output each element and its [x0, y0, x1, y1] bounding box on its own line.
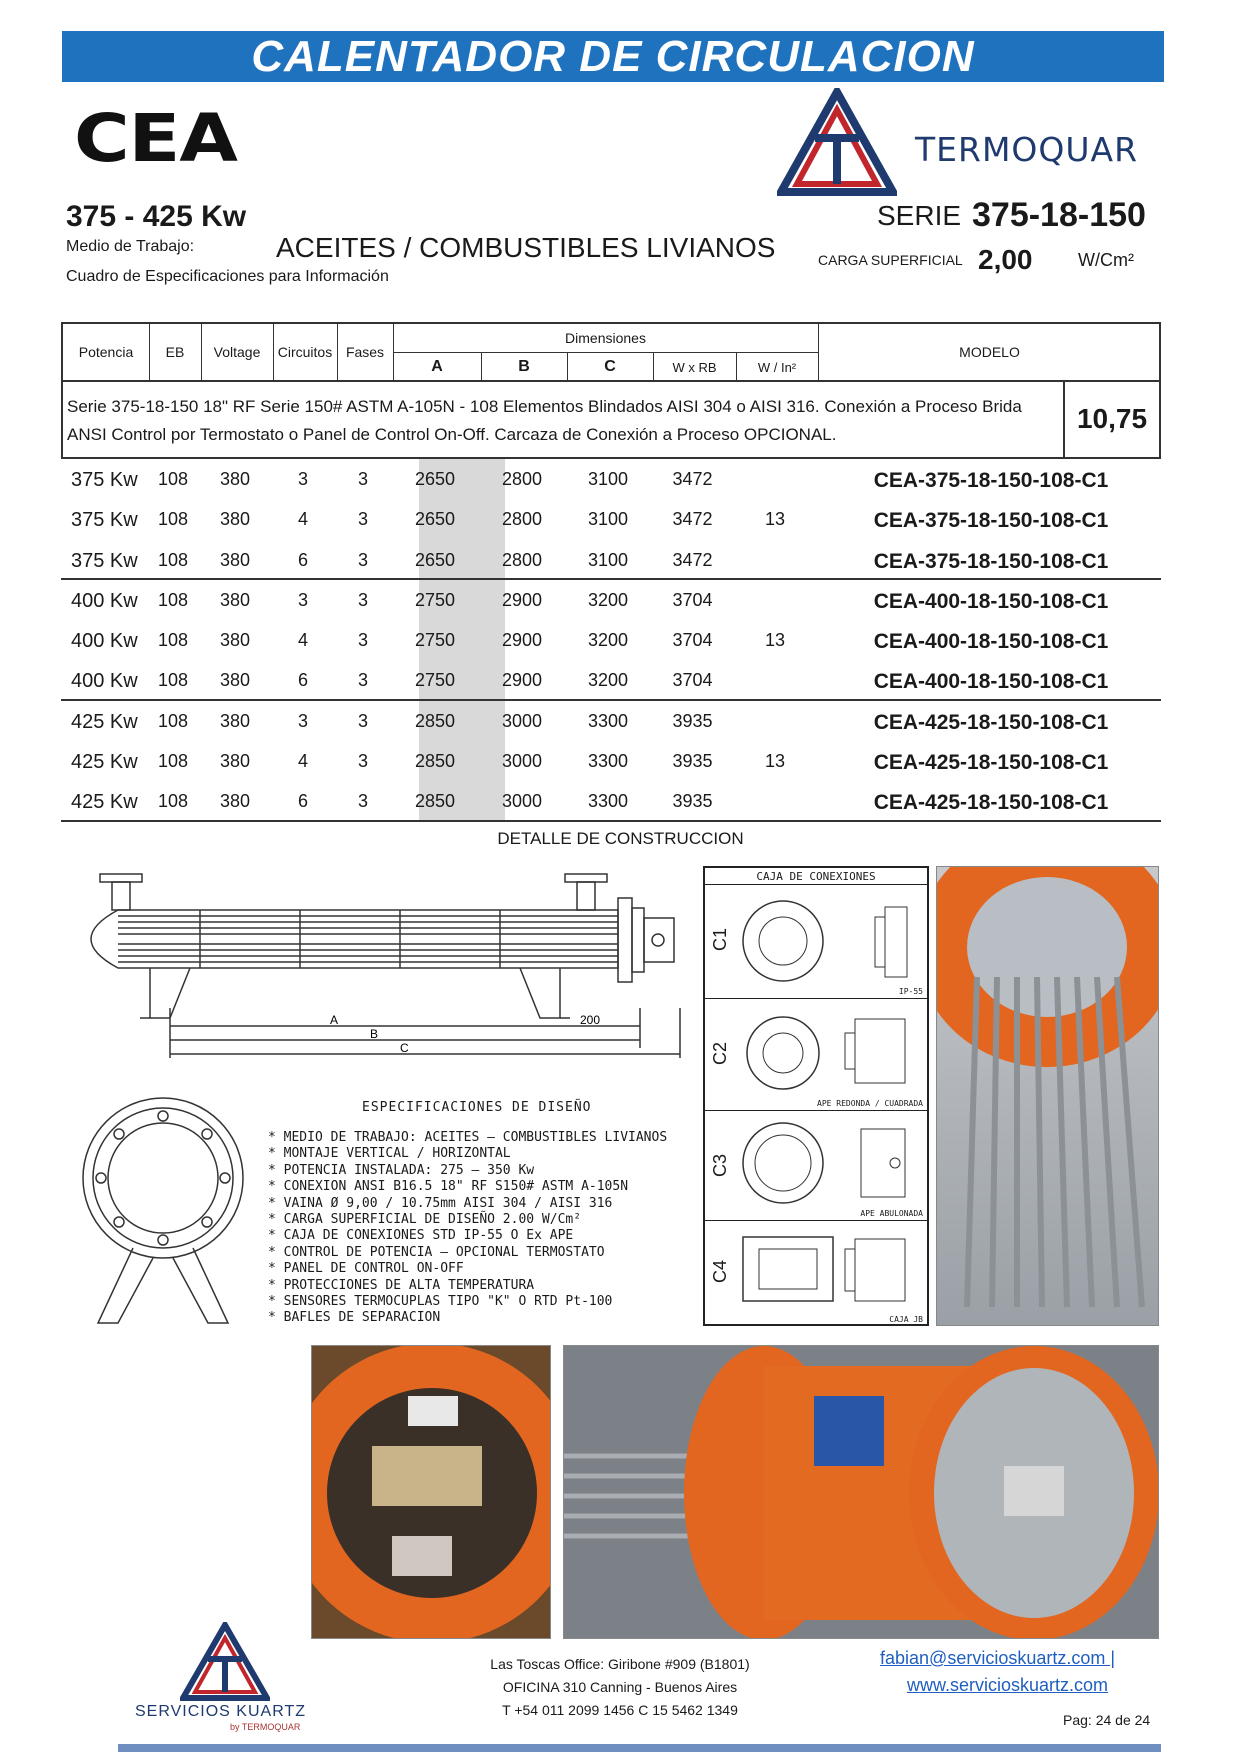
- logo-text: TERMOQUAR: [915, 130, 1139, 169]
- th-wxrb: W x RB: [672, 360, 717, 375]
- conn-cell-c2: [705, 998, 927, 1110]
- th-eb: EB: [165, 344, 185, 360]
- cell-circuitos: 3: [297, 469, 308, 489]
- spec-item: * CAJA DE CONEXIONES STD IP-55 O Ex APE: [268, 1228, 667, 1244]
- cell-wxrb: 3472: [672, 509, 713, 530]
- conn-label-c2: C2: [710, 1041, 731, 1066]
- table-row: [61, 620, 1161, 660]
- cell-fases: 3: [357, 469, 368, 489]
- th-voltage: Voltage: [213, 344, 261, 360]
- table-row: [61, 580, 1161, 620]
- cell-win2: 13: [764, 509, 786, 530]
- cell-dim-a: 2750: [414, 589, 456, 610]
- cell-dim-a: 2650: [414, 509, 456, 530]
- cell-potencia: 425 Kw: [71, 751, 138, 774]
- page-number: Pag: 24 de 24: [1063, 1712, 1151, 1728]
- dim-label-c: C: [400, 1041, 409, 1055]
- th-fases: Fases: [345, 344, 385, 360]
- cell-modelo: CEA-400-18-150-108-C1: [873, 589, 1109, 613]
- cell-eb: 108: [157, 670, 189, 691]
- th-modelo: MODELO: [959, 344, 1020, 360]
- terminal-box-image-icon: [312, 1346, 551, 1639]
- cell-circuitos: 4: [297, 751, 308, 772]
- conn-sub-c3: APE ABULONADA: [860, 1209, 923, 1218]
- dim-label-a: A: [330, 1013, 339, 1027]
- flange-front-drawing: [78, 1093, 248, 1333]
- website-link[interactable]: www.servicioskuartz.com: [907, 1675, 1109, 1695]
- cell-circuitos: 4: [297, 509, 308, 530]
- table-row: [61, 660, 1161, 700]
- cell-circuitos: 6: [297, 549, 308, 570]
- cuadro-text: Cuadro de Especificaciones para Información: [66, 268, 389, 285]
- cell-eb: 108: [157, 509, 189, 530]
- c2-box-icon: [735, 1009, 925, 1099]
- cell-dim-c: 3200: [587, 670, 629, 691]
- th-dimensiones: Dimensiones: [565, 330, 646, 346]
- spec-item: * CARGA SUPERFICIAL DE DISEÑO 2.00 W/Cm²: [268, 1212, 667, 1228]
- email-link[interactable]: fabian@servicioskuartz.com |: [880, 1648, 1116, 1668]
- cell-modelo: CEA-425-18-150-108-C1: [873, 791, 1109, 815]
- cell-potencia: 425 Kw: [71, 710, 138, 733]
- conn-sub-c2: APE REDONDA / CUADRADA: [817, 1099, 923, 1108]
- cell-eb: 108: [157, 751, 189, 772]
- cell-wxrb: 3472: [672, 549, 713, 570]
- carga-unit: W/Cm²: [1078, 250, 1134, 270]
- cell-wxrb: 3704: [672, 589, 713, 610]
- cell-dim-a: 2650: [414, 469, 456, 489]
- footer-by: by TERMOQUAR: [230, 1722, 301, 1732]
- cell-potencia: 400 Kw: [71, 589, 138, 612]
- th-c: C: [604, 358, 616, 375]
- connection-box-panel: [703, 866, 929, 1326]
- cell-potencia: 400 Kw: [71, 670, 138, 693]
- cell-win2: 13: [764, 751, 786, 772]
- cell-dim-a: 2650: [414, 549, 456, 570]
- address-line-1: Las Toscas Office: Giribone #909 (B1801): [490, 1656, 750, 1672]
- element-bundle-image-icon: [937, 867, 1159, 1326]
- table-row: [61, 540, 1161, 580]
- serie-value: 375-18-150: [972, 196, 1146, 234]
- cell-dim-a: 2750: [414, 630, 456, 651]
- cell-potencia: 375 Kw: [71, 549, 138, 572]
- spec-title: ESPECIFICACIONES DE DISEÑO: [362, 1100, 592, 1115]
- spec-item: * VAINA Ø 9,00 / 10.75mm AISI 304 / AISI 316: [268, 1196, 667, 1212]
- series-description-value: 10,75: [1063, 381, 1159, 457]
- cell-dim-c: 3100: [587, 509, 629, 530]
- cell-dim-b: 2800: [501, 549, 543, 570]
- cell-wxrb: 3935: [672, 710, 713, 731]
- heater-housing-image-icon: [564, 1346, 1159, 1639]
- th-b: B: [518, 358, 530, 375]
- spec-table-body: [61, 459, 1161, 822]
- th-circuitos: Circuitos: [277, 344, 333, 360]
- cell-eb: 108: [157, 710, 189, 731]
- cell-dim-a: 2850: [414, 710, 456, 731]
- cell-dim-b: 3000: [501, 751, 543, 772]
- table-row: [61, 741, 1161, 781]
- cell-potencia: 425 Kw: [71, 791, 138, 814]
- cell-wxrb: 3935: [672, 791, 713, 812]
- cell-wxrb: 3704: [672, 630, 713, 651]
- bottom-bar: [118, 1744, 1161, 1752]
- cell-dim-c: 3300: [587, 791, 629, 812]
- cell-eb: 108: [157, 630, 189, 651]
- cell-potencia: 375 Kw: [71, 509, 138, 532]
- cell-modelo: CEA-425-18-150-108-C1: [873, 710, 1109, 734]
- conn-label-c3: C3: [710, 1153, 731, 1178]
- cell-dim-c: 3300: [587, 710, 629, 731]
- cell-fases: 3: [357, 791, 368, 812]
- detalle-title: DETALLE DE CONSTRUCCION: [497, 829, 744, 848]
- cell-dim-c: 3200: [587, 589, 629, 610]
- cell-eb: 108: [157, 791, 189, 812]
- cell-dim-c: 3200: [587, 630, 629, 651]
- spec-item: * PANEL DE CONTROL ON-OFF: [268, 1261, 667, 1277]
- th-potencia: Potencia: [78, 344, 134, 360]
- cell-wxrb: 3472: [672, 469, 713, 489]
- cell-win2: 13: [764, 630, 786, 651]
- cell-voltage: 380: [219, 791, 251, 812]
- cell-dim-a: 2750: [414, 670, 456, 691]
- dim-label-200: 200: [580, 1013, 601, 1027]
- heater-side-drawing: [60, 858, 700, 1088]
- conn-label-c1: C1: [710, 927, 731, 952]
- cell-circuitos: 3: [297, 710, 308, 731]
- cell-dim-c: 3300: [587, 751, 629, 772]
- spec-item: * POTENCIA INSTALADA: 275 – 350 Kw: [268, 1163, 667, 1179]
- cell-voltage: 380: [219, 630, 251, 651]
- cell-circuitos: 6: [297, 791, 308, 812]
- cell-modelo: CEA-400-18-150-108-C1: [873, 670, 1109, 694]
- cell-fases: 3: [357, 670, 368, 691]
- cell-fases: 3: [357, 509, 368, 530]
- cell-voltage: 380: [219, 469, 251, 489]
- serie-label: SERIE: [877, 200, 962, 231]
- th-a: A: [431, 358, 443, 375]
- spec-item: * PROTECCIONES DE ALTA TEMPERATURA: [268, 1278, 667, 1294]
- c4-junction-box-icon: [735, 1229, 925, 1317]
- cell-modelo: CEA-375-18-150-108-C1: [873, 549, 1109, 573]
- spec-list: [268, 1130, 667, 1327]
- cell-voltage: 380: [219, 549, 251, 570]
- medio-label: Medio de Trabajo:: [66, 238, 195, 255]
- conn-sub-c1: IP-55: [898, 987, 923, 996]
- spec-item: * MEDIO DE TRABAJO: ACEITES – COMBUSTIBLES LIVIANOS: [268, 1130, 667, 1146]
- cell-voltage: 380: [219, 670, 251, 691]
- power-range: 375 - 425 Kw: [66, 200, 247, 233]
- cell-voltage: 380: [219, 509, 251, 530]
- servicios-kuartz-logo-icon: [180, 1622, 270, 1702]
- spec-item: * BAFLES DE SEPARACION: [268, 1310, 667, 1326]
- cell-fases: 3: [357, 549, 368, 570]
- cell-dim-b: 2800: [501, 469, 543, 489]
- spec-item: * MONTAJE VERTICAL / HORIZONTAL: [268, 1146, 667, 1162]
- cell-fases: 3: [357, 710, 368, 731]
- cell-fases: 3: [357, 589, 368, 610]
- conn-cell-c1: [705, 884, 927, 998]
- cell-modelo: CEA-425-18-150-108-C1: [873, 751, 1109, 775]
- cell-eb: 108: [157, 469, 189, 489]
- cell-modelo: CEA-375-18-150-108-C1: [873, 469, 1109, 492]
- cell-potencia: 400 Kw: [71, 630, 138, 653]
- conn-label-c4: C4: [710, 1259, 731, 1284]
- cell-dim-c: 3100: [587, 549, 629, 570]
- cell-wxrb: 3704: [672, 670, 713, 691]
- series-description-row: [61, 381, 1161, 459]
- c3-flange-icon: [735, 1119, 925, 1209]
- cell-circuitos: 4: [297, 630, 308, 651]
- product-brand: CEA: [74, 100, 237, 177]
- cell-voltage: 380: [219, 710, 251, 731]
- cell-dim-a: 2850: [414, 791, 456, 812]
- cell-dim-b: 2800: [501, 509, 543, 530]
- medio-value: ACEITES / COMBUSTIBLES LIVIANOS: [276, 232, 776, 263]
- carga-value: 2,00: [978, 244, 1033, 275]
- spec-table-header: [61, 322, 1161, 382]
- dim-label-b: B: [370, 1027, 379, 1041]
- spec-item: * SENSORES TERMOCUPLAS TIPO "K" O RTD Pt-100: [268, 1294, 667, 1310]
- cell-circuitos: 3: [297, 589, 308, 610]
- cell-eb: 108: [157, 549, 189, 570]
- address-line-2: OFICINA 310 Canning - Buenos Aires: [502, 1679, 738, 1695]
- cell-potencia: 375 Kw: [71, 469, 138, 491]
- termoquar-logo-icon: [777, 88, 897, 200]
- table-row: [61, 781, 1161, 821]
- cell-wxrb: 3935: [672, 751, 713, 772]
- photo-element-bundle: [936, 866, 1159, 1326]
- address-line-3: T +54 011 2099 1456 C 15 5462 1349: [502, 1702, 738, 1718]
- table-row: [61, 499, 1161, 539]
- spec-item: * CONTROL DE POTENCIA – OPCIONAL TERMOSTATO: [268, 1245, 667, 1261]
- photo-terminal-box: [311, 1345, 551, 1639]
- c1-flange-icon: [735, 897, 925, 987]
- cell-dim-b: 3000: [501, 710, 543, 731]
- cell-dim-b: 3000: [501, 791, 543, 812]
- cell-dim-b: 2900: [501, 670, 543, 691]
- series-description: Serie 375-18-150 18" RF Serie 150# ASTM A-105N - 108 Elementos Blindados AISI 304 o AISI 316. Conexión a Proceso Brida ANSI Control por Termostato o Panel de Control On-Off. Carcaza de Conexión a Proceso OPCIONAL.: [67, 397, 1022, 444]
- conn-sub-c4: CAJA JB: [889, 1315, 923, 1324]
- cell-fases: 3: [357, 630, 368, 651]
- cell-modelo: CEA-375-18-150-108-C1: [873, 509, 1109, 533]
- cell-circuitos: 6: [297, 670, 308, 691]
- cell-fases: 3: [357, 751, 368, 772]
- cell-eb: 108: [157, 589, 189, 610]
- cell-dim-a: 2850: [414, 751, 456, 772]
- table-row: [61, 459, 1161, 499]
- conn-cell-c3: [705, 1110, 927, 1220]
- cell-voltage: 380: [219, 751, 251, 772]
- footer-brand: SERVICIOS KUARTZ: [135, 1703, 306, 1720]
- spec-item: * CONEXION ANSI B16.5 18" RF S150# ASTM A-105N: [268, 1179, 667, 1195]
- table-row: [61, 701, 1161, 741]
- cell-dim-c: 3100: [587, 469, 629, 489]
- page-banner: CALENTADOR DE CIRCULACION: [62, 31, 1164, 82]
- cell-modelo: CEA-400-18-150-108-C1: [873, 630, 1109, 654]
- th-win2: W / In²: [757, 360, 797, 375]
- conn-cell-c4: [705, 1220, 927, 1326]
- carga-label: CARGA SUPERFICIAL: [818, 252, 963, 268]
- photo-heater-housing: [563, 1345, 1159, 1639]
- cell-dim-b: 2900: [501, 630, 543, 651]
- conn-title: CAJA DE CONEXIONES: [756, 870, 876, 883]
- cell-dim-b: 2900: [501, 589, 543, 610]
- cell-voltage: 380: [219, 589, 251, 610]
